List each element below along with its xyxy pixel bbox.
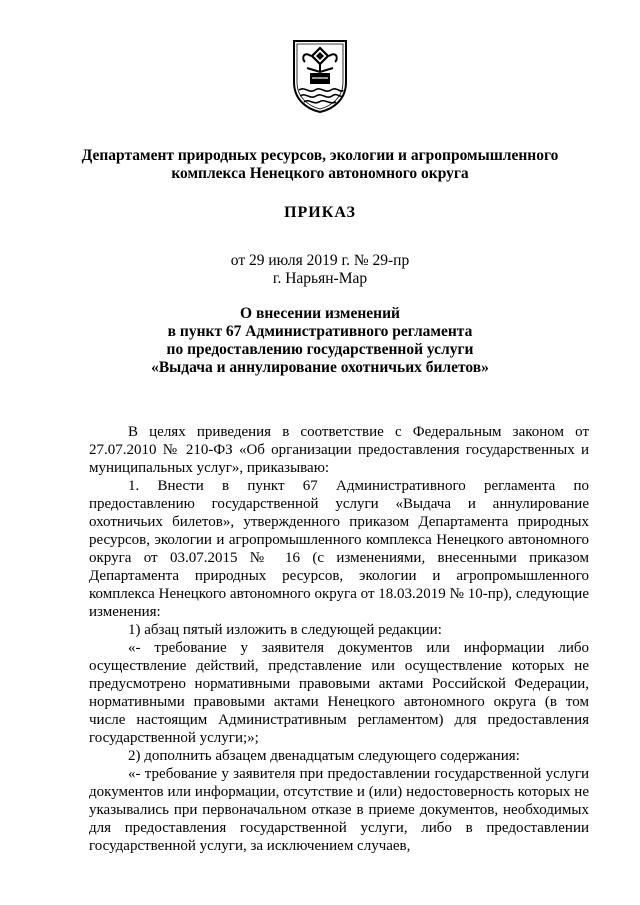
subitem-1-paragraph: 1) абзац пятый изложить в следующей редакции: bbox=[128, 622, 442, 638]
subject-line4: «Выдача и аннулирование охотничьих билетов» bbox=[151, 359, 489, 376]
coat-of-arms-icon bbox=[291, 38, 349, 114]
subject-line1: О внесении изменений bbox=[240, 305, 400, 322]
document-title: ПРИКАЗ bbox=[284, 204, 356, 221]
quote-2-paragraph: «- требование у заявителя при предоставлении государственной услуги документов или информации, отсутствие и (или) недостоверность которых не указывались при первоначальном отказе в приеме документов, необходимых для предоставления государственной услуги, либо в предоставлении государственной услуги, за исключением случаев, bbox=[89, 766, 589, 854]
organization-name bbox=[60, 147, 580, 183]
organization-name-line2: комплекса Ненецкого автономного округа bbox=[171, 165, 469, 182]
intro-paragraph: В целях приведения в соответствие с Федеральным законом от 27.07.2010 № 210-ФЗ «Об организации предоставления государственных и муниципальных услуг», приказываю: bbox=[89, 424, 589, 476]
subject-line3: по предоставлению государственной услуги bbox=[166, 341, 474, 358]
document-body bbox=[89, 423, 589, 855]
quote-1-paragraph: «- требование у заявителя документов или информации либо осуществление действий, представление или осуществление которых не предусмотрено нормативными правовыми актами Российской Федерации, нормативными правовыми актами Ненецкого автономного округа (в том числе настоящим Административным регламентом) для предоставления государственной услуги;»; bbox=[89, 640, 589, 746]
organization-name-line1: Департамент природных ресурсов, экологии и агропромышленного bbox=[81, 147, 559, 164]
subitem-2-paragraph: 2) дополнить абзацем двенадцатым следующего содержания: bbox=[128, 748, 520, 764]
document-subject bbox=[60, 305, 580, 377]
date-number: от 29 июля 2019 г. № 29-пр bbox=[230, 252, 410, 269]
city: г. Нарьян-Мар bbox=[272, 270, 368, 287]
item-1-paragraph: 1. Внести в пункт 67 Административного регламента по предоставлению государственной услуги «Выдача и аннулирование охотничьих билетов», утвержденного приказом Департамента природных ресурсов, экологии и агропромышленного комплекса Ненецкого автономного округа от 03.07.2015 № 16 (с изменениями, внесенными приказом Департамента природных ресурсов, экологии и агропромышленного комплекса Ненецкого автономного округа от 18.03.2019 № 10-пр), следующие изменения: bbox=[89, 478, 589, 620]
subject-line2: в пункт 67 Административного регламента bbox=[167, 323, 473, 340]
date-and-place bbox=[60, 252, 580, 288]
